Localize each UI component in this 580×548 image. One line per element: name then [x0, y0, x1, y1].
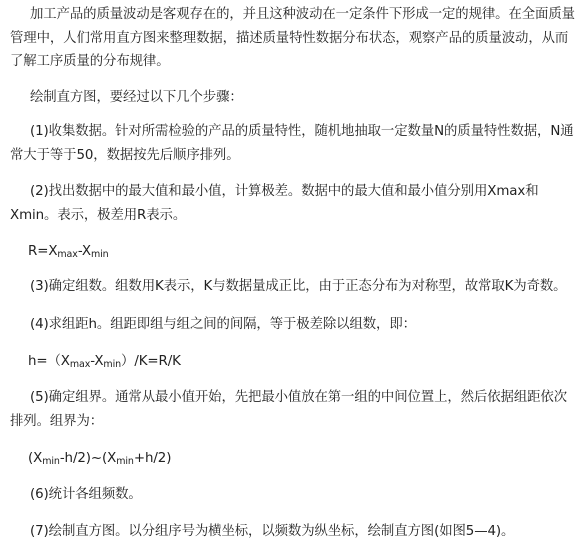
bounds-formula — [28, 447, 171, 471]
step-1-paragraph: (1)收集数据。针对所需检验的产品的质量特性，随机地抽取一定数量N的质量特性数据，N通常大于等于50，数据按先后顺序排列。 — [10, 124, 574, 163]
bounds-formula-post: +h/2) — [133, 451, 172, 466]
intro-paragraph: 加工产品的质量波动是客观存在的，并且这种波动在一定条件下形成一定的规律。在全面质量管理中，人们常用直方图来整理数据，描述质量特性数据分布状态，观察产品的质量波动，从而了解工序质量的分布规律。 — [10, 7, 575, 69]
range-formula — [28, 240, 109, 264]
range-formula-mid: -X — [77, 244, 91, 259]
interval-formula-mid: -X — [90, 354, 104, 369]
range-formula-sub-min: min — [90, 249, 109, 260]
interval-formula-sub-max: max — [69, 359, 91, 370]
step-3-paragraph: (3)确定组数。组数用K表示，K与数据量成正比，由于正态分布为对称型，故常取K为奇数。 — [30, 279, 567, 294]
bounds-formula-sub-min-2: min — [116, 456, 134, 467]
step-2-paragraph: (2)找出数据中的最大值和最小值，计算极差。数据中的最大值和最小值分别用Xmax和Xmin。表示，极差用R表示。 — [10, 184, 539, 223]
step-4-paragraph: (4)求组距h。组距即组与组之间的间隔，等于极差除以组数，即： — [30, 317, 416, 332]
step-5-paragraph: (5)确定组界。通常从最小值开始，先把最小值放在第一组的中间位置上，然后依据组距依次排列。组界为： — [10, 390, 567, 429]
interval-formula-post: ）/K=R/K — [121, 354, 181, 369]
step-7-paragraph: (7)绘制直方图。以分组序号为横坐标，以频数为纵坐标，绘制直方图(如图5—4)。 — [30, 524, 515, 539]
interval-formula-sub-min: min — [103, 359, 122, 370]
interval-formula-pre: h=（X — [28, 354, 70, 369]
bounds-formula-sub-min-1: min — [42, 456, 60, 467]
step-6-paragraph: (6)统计各组频数。 — [30, 487, 142, 502]
bounds-formula-mid: -h/2)~(X — [59, 451, 117, 466]
interval-formula — [28, 350, 181, 374]
range-formula-lhs: R=X — [28, 244, 58, 259]
bounds-formula-open: (X — [28, 451, 43, 466]
steps-heading: 绘制直方图，要经过以下几个步骤： — [30, 90, 243, 105]
range-formula-sub-max: max — [57, 249, 78, 260]
